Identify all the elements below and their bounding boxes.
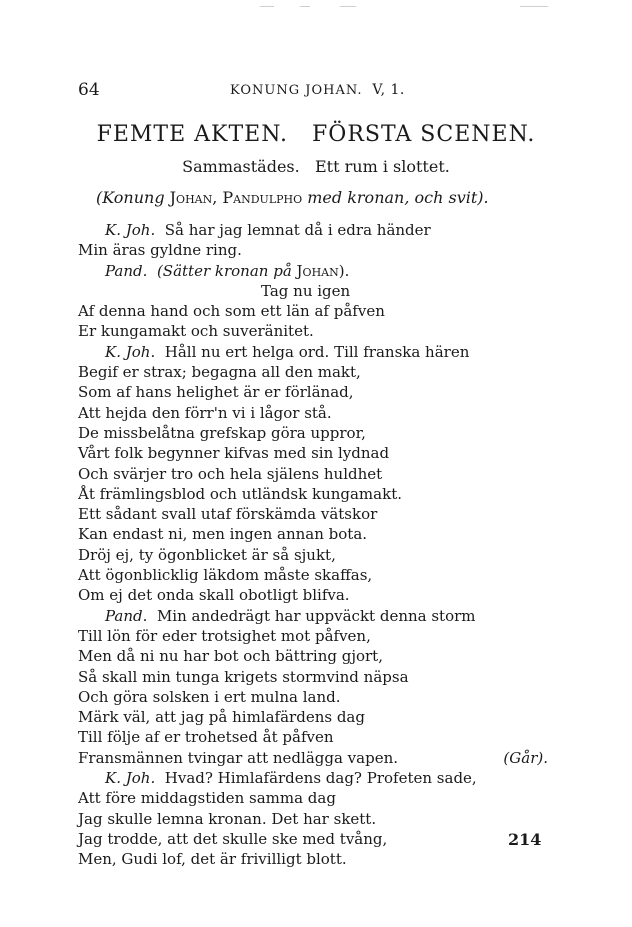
verse-line [78,748,548,768]
line-text: Och svärjer tro och hela själens huldhet [78,464,383,483]
character-name-johan: Johan [296,261,339,280]
line-text: Håll nu ert helga ord. Till franska hären [164,342,470,361]
verse-line [78,849,548,869]
character-name-pandulpho: Pandulpho [222,188,303,207]
line-text: Er kungamakt och suveränitet. [78,322,314,341]
verse-line [78,281,548,301]
verse-line [78,727,548,747]
page-header [78,80,546,104]
line-text: Att före middagstiden samma dag [78,789,336,808]
running-title [230,82,405,98]
line-text: Till lön för eder trotsighet mot påfven, [78,626,371,645]
signature-folio: 214 [508,830,542,849]
verse-line [78,342,548,362]
scan-speck [300,6,310,7]
line-text: Tag nu igen [261,281,351,300]
verse-line [78,687,548,707]
line-text: Och göra solsken i ert mulna land. [78,687,341,706]
verse-line [78,240,548,260]
verse-line [78,768,548,788]
line-text: Om ej det onda skall obotligt blifva. [78,586,350,605]
exit-direction: (Går). [503,748,548,767]
speaker-label: Pand. [105,261,148,280]
verse-line [78,382,548,402]
speaker-label: K. Joh. [105,769,156,788]
verse-line [78,829,548,849]
verse-line [78,667,548,687]
line-text: Men, Gudi lof, det är frivilligt blott. [78,850,347,869]
line-text: Ett sådant svall utaf förskämda vätskor [78,505,378,524]
verse-line [78,585,548,605]
verse-line [78,504,548,524]
line-text: Att ögonblicklig läkdom måste skaffas, [78,566,373,585]
verse-line [78,261,548,281]
verse-line [78,646,548,666]
line-text: Hvad? Himlafärdens dag? Profeten sade, [164,769,477,788]
page-number: 64 [78,80,100,100]
scan-speck [520,6,548,7]
line-text: De missbelåtna grefskap göra uppror, [78,423,366,442]
running-title-text: KONUNG JOHAN. [230,83,363,98]
line-text: Att hejda den förr'n vi i lågor stå. [78,403,332,422]
line-text: Vårt folk begynner kifvas med sin lydnad [78,444,390,463]
stage-direction [96,188,489,207]
verse-line [78,220,548,240]
sd-close: ). [338,261,350,280]
verse-line [78,788,548,808]
line-text: Märk väl, att jag på himlafärdens dag [78,708,365,727]
line-text: Fransmännen tvingar att nedlägga vapen. [78,748,399,767]
verse-line [78,362,548,382]
stage-direction-inline [157,262,349,280]
verse-line [78,606,548,626]
verse-line [78,423,548,443]
verse-line [78,524,548,544]
character-name-johan: Johan [169,188,213,207]
line-text: Åt främlingsblod och utländsk kungamakt. [78,484,402,503]
verse-line [78,464,548,484]
verse-line [78,443,548,463]
act-scene-title: FEMTE AKTEN. FÖRSTA SCENEN. [96,122,536,147]
verse-line [78,809,548,829]
speaker-label: K. Joh. [105,221,156,239]
line-text: Så har jag lemnat då i edra händer [164,221,431,239]
scan-speck [260,6,274,7]
speaker-label: Pand. [105,606,148,625]
stage-direction-rest: med kronan, och svit). [302,188,489,207]
stage-direction-sep: , [212,188,223,207]
scene-location: Sammastädes. Ett rum i slottet. [182,157,450,176]
line-text: Men då ni nu har bot och bättring gjort, [78,647,383,666]
verse-text [78,220,548,870]
verse-line [78,626,548,646]
verse-line [78,403,548,423]
sd-open: (Sätter kronan på [156,261,297,280]
scan-speck [340,6,356,7]
line-text: Jag skulle lemna kronan. Det har skett. [78,809,377,828]
verse-line [78,321,548,341]
line-text: Dröj ej, ty ögonblicket är så sjukt, [78,545,336,564]
speaker-label: K. Joh. [105,342,156,361]
line-text: Till följe af er trohetsed åt påfven [78,728,334,747]
line-text: Så skall min tunga krigets stormvind näpsa [78,667,409,686]
line-text: Begif er strax; begagna all den makt, [78,363,361,382]
stage-direction-open: (Konung [96,188,170,207]
verse-line [78,545,548,565]
verse-line [78,565,548,585]
line-text: Jag trodde, att det skulle ske med tvång, [78,829,388,848]
verse-line [78,301,548,321]
line-text: Som af hans helighet är er förlänad, [78,383,354,402]
line-text: Min andedrägt har uppväckt denna storm [156,606,476,625]
running-act: V, 1. [372,82,405,98]
line-text: Kan endast ni, men ingen annan bota. [78,525,368,544]
verse-line [78,707,548,727]
line-text: Min äras gyldne ring. [78,241,242,260]
line-text: Af denna hand och som ett län af påfven [78,302,385,321]
verse-line [78,484,548,504]
